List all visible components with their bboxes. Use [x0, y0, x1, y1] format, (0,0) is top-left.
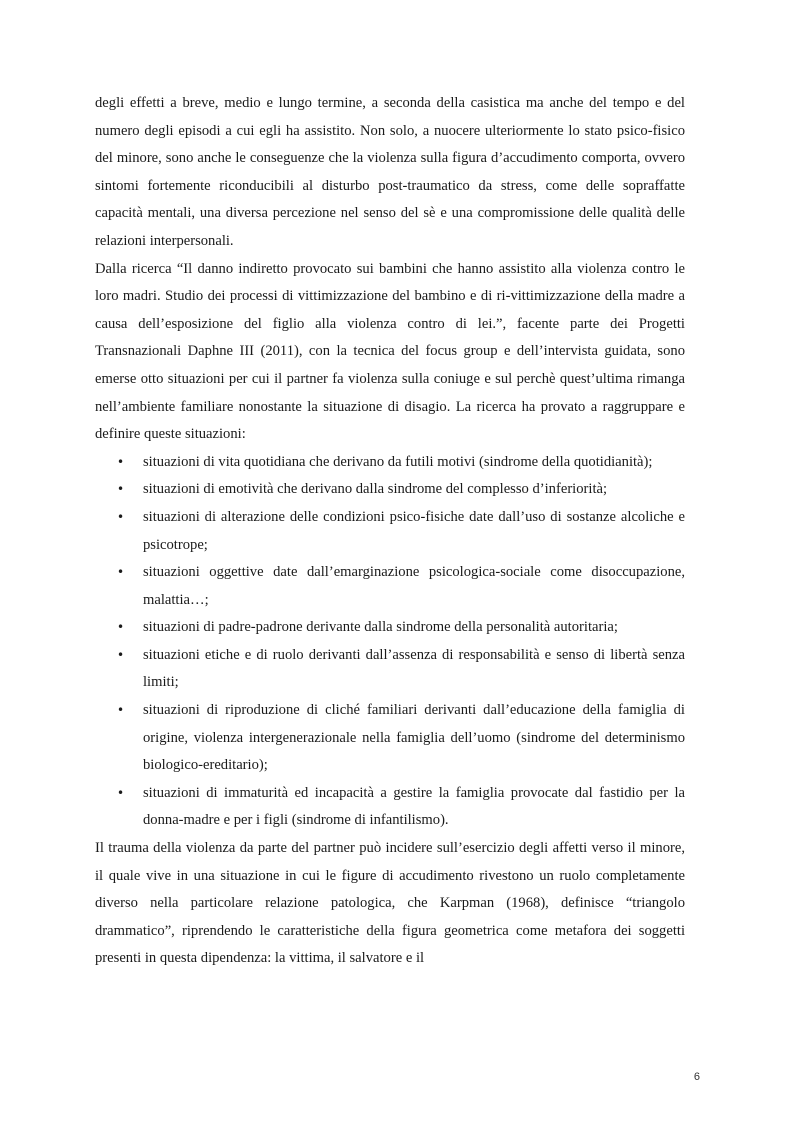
bullet-icon: •	[117, 703, 125, 718]
list-item	[95, 559, 685, 614]
list-item	[95, 614, 685, 642]
list-item	[95, 642, 685, 697]
list-item	[95, 476, 685, 504]
bullet-icon: •	[117, 785, 125, 800]
list-item-text: situazioni etiche e di ruolo derivanti dall’assenza di responsabilità e senso di libertà senza limiti;	[143, 646, 685, 691]
list-item	[95, 697, 685, 780]
paragraph-1: degli effetti a breve, medio e lungo termine, a seconda della casistica ma anche del tempo e del numero degli episodi a cui egli ha assistito. Non solo, a nuocere ulteriormente lo stato psico-fisico del minore, sono anche le conseguenze che la violenza sulla figura d’accudimento comporta, ovvero sintomi fortemente riconducibili al disturbo post-traumatico da stress, come delle sopraffatte capacità mentali, una diversa percezione nel senso del sè e una compromissione delle qualità delle relazioni interpersonali.	[95, 95, 685, 249]
list-item-text: situazioni di padre-padrone derivante dalla sindrome della personalità autoritaria;	[143, 619, 618, 636]
list-item	[95, 449, 685, 477]
bullet-icon: •	[117, 620, 125, 635]
bullet-icon: •	[117, 509, 125, 524]
list-item-text: situazioni di emotività che derivano dalla sindrome del complesso d’inferiorità;	[143, 481, 608, 498]
list-item-text: situazioni di immaturità ed incapacità a gestire la famiglia provocate dal fastidio per la donna-madre e per i figli (sindrome di infantilismo).	[143, 784, 685, 829]
list-item-text: situazioni di alterazione delle condizioni psico-fisiche date dall’uso di sostanze alcoliche e psicotrope;	[143, 508, 685, 553]
list-item-text: situazioni di vita quotidiana che derivano da futili motivi (sindrome della quotidianità);	[143, 453, 653, 470]
list-item	[95, 780, 685, 835]
page-number: 6	[693, 1071, 700, 1083]
list-item	[95, 504, 685, 559]
bullet-icon: •	[117, 565, 125, 580]
bullet-icon: •	[117, 647, 125, 662]
list-item-text: situazioni di riproduzione di cliché familiari derivanti dall’educazione della famiglia di origine, violenza intergenerazionale nella famiglia dell’uomo (sindrome del determinismo biologico-ereditario);	[143, 702, 685, 774]
bullet-icon: •	[117, 482, 125, 497]
list-item-text: situazioni oggettive date dall’emarginazione psicologica-sociale come disoccupazione, malattia…;	[143, 564, 685, 608]
situations-list	[95, 449, 685, 835]
paragraph-3: Il trauma della violenza da parte del partner può incidere sull’esercizio degli affetti verso il minore, il quale vive in una situazione in cui le figure di accudimento rivestono un ruolo completamente diverso nella particolare relazione patologica, che Karpman (1968), definisce “triangolo drammatico”, riprendendo le caratteristiche della figura geometrica come metafora dei soggetti presenti in questa dipendenza: la vittima, il salvatore e il	[95, 840, 685, 967]
page-content	[95, 90, 685, 973]
bullet-icon: •	[117, 454, 125, 469]
paragraph-2: Dalla ricerca “Il danno indiretto provocato sui bambini che hanno assistito alla violenza contro le loro madri. Studio dei processi di vittimizzazione del bambino e di ri-vittimizzazione della madre a causa dell’esposizione del figlio alla violenza contro di lei.”, facente parte dei Progetti Transnazionali Daphne III (2011), con la tecnica del focus group e dell’intervista guidata, sono emerse otto situazioni per cui il partner fa violenza sulla coniuge e sul perchè quest’ultima rimanga nell’ambiente familiare nonostante la situazione di disagio. La ricerca ha provato a raggruppare e definire queste situazioni:	[95, 260, 685, 443]
